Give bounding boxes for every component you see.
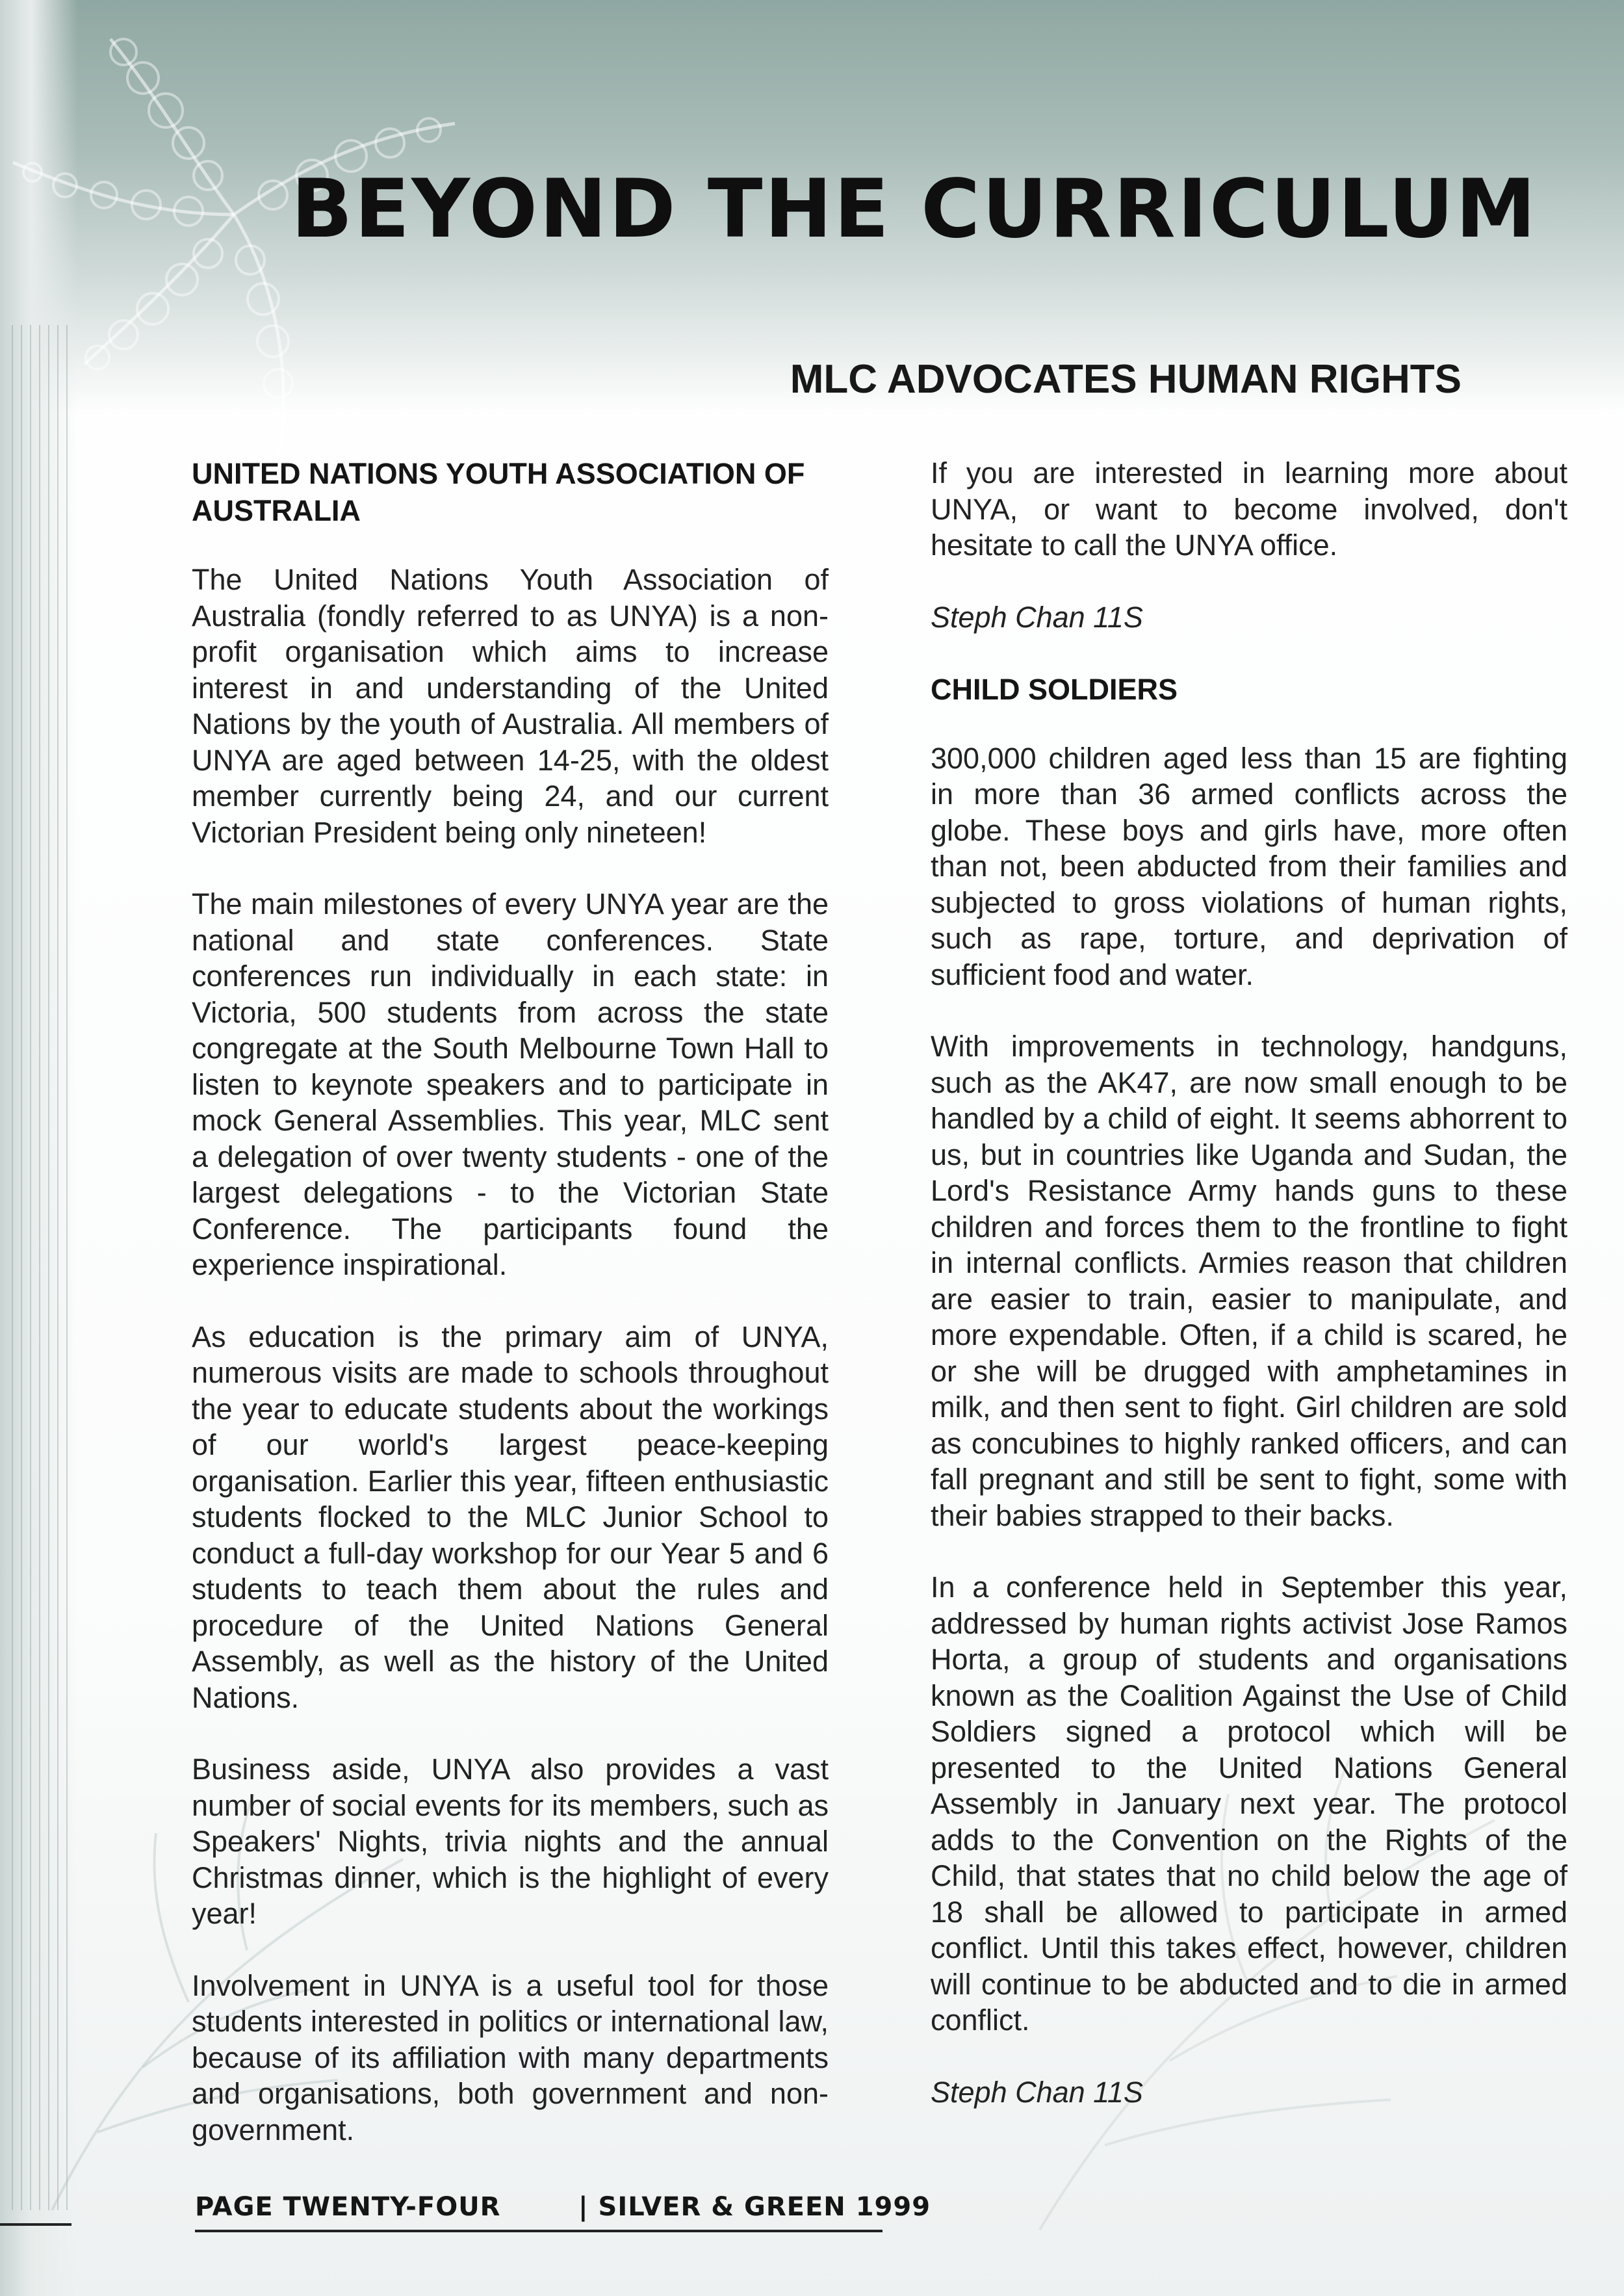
paragraph: In a conference held in September this year, addressed by human rights activist Jose Ramos Horta, a group of students and organisations known as the Coalition Against the Use of Child Soldiers signed a protocol which will be presented to the United Nations General Assembly in January next year. The protocol adds to the Convention on the Rights of the Child, that states that no child below the age of 18 shall be allowed to participate in armed conflict. Until this takes effect, however, children will continue to be abducted and to die in armed conflict.	[931, 1571, 1567, 2037]
page-footer	[195, 2184, 931, 2232]
page-number: PAGE TWENTY-FOUR	[195, 2192, 501, 2222]
paragraph: Involvement in UNYA is a useful tool for those students interested in politics or international law, because of its affiliation with many departments and organisations, both government and non-government.	[192, 1968, 829, 2146]
author-byline: Steph Chan 11S	[931, 2075, 1143, 2109]
paragraph-intro: If you are interested in learning more about UNYA, or want to become involved, don't hesitate to call the UNYA office.	[931, 456, 1567, 562]
publication-name: | SILVER & GREEN 1999	[578, 2192, 931, 2222]
section-heading-unya: UNITED NATIONS YOUTH ASSOCIATION OF AUSTRALIA	[192, 457, 805, 527]
section-heading-child-soldiers: CHILD SOLDIERS	[931, 672, 1178, 706]
footer-rule	[0, 2223, 71, 2226]
paragraph: The United Nations Youth Association of Australia (fondly referred to as UNYA) is a non-profit organisation which aims to increase interest in and understanding of the United Nations by the youth of Australia. All members of UNYA are aged between 14-25, with the oldest member currently being 24, and our current Victorian President being only nineteen!	[192, 563, 829, 849]
paragraph: The main milestones of every UNYA year are the national and state conferences. State conferences run individually in each state: in Victoria, 500 students from across the state congregate at the South Melbourne Town Hall to listen to keynote speakers and to participate in mock General Assemblies. This year, MLC sent a delegation of over twenty students - one of the largest delegations - to the Victorian State Conference. The participants found the experience inspirational.	[192, 887, 829, 1281]
paragraph: 300,000 children aged less than 15 are fighting in more than 36 armed conflicts across the globe. These boys and girls have, more often than not, been abducted from their families and subjected to gross violations of human rights, such as rape, torture, and deprivation of sufficient food and water.	[931, 741, 1567, 991]
right-column	[931, 455, 1567, 2146]
paragraph: With improvements in technology, handguns, such as the AK47, are now small enough to be handled by a child of eight. It seems abhorrent to us, but in countries like Uganda and Sudan, the Lord's Resistance Army hands guns to these children and forces them to the frontline to fight in internal conflicts. Armies reason that children are easier to train, easier to manipulate, and more expendable. Often, if a child is scared, he or she will be drugged with amphetamines in milk, and then sent to fight. Girl children are sold as concubines to highly ranked officers, and can fall pregnant and still be sent to fight, some with their babies strapped to their backs.	[931, 1030, 1567, 1532]
article-subtitle: MLC ADVOCATES HUMAN RIGHTS	[790, 357, 1462, 402]
paragraph: Business aside, UNYA also provides a vast number of social events for its members, such as Speakers' Nights, trivia nights and the annual Christmas dinner, which is the highlight of every year!	[192, 1753, 829, 1930]
author-byline: Steph Chan 11S	[931, 600, 1143, 634]
page-title: BEYOND THE CURRICULUM	[291, 163, 1538, 256]
paragraph: As education is the primary aim of UNYA, numerous visits are made to schools throughout the year to educate students about the workings of our world's largest peace-keeping organisation. Earlier this year, fifteen enthusiastic students flocked to the MLC Junior School to conduct a full-day workshop for our Year 5 and 6 students to teach them about the rules and procedure of the United Nations General Assembly, as well as the history of the United Nations.	[192, 1320, 829, 1714]
left-column	[192, 455, 829, 2184]
